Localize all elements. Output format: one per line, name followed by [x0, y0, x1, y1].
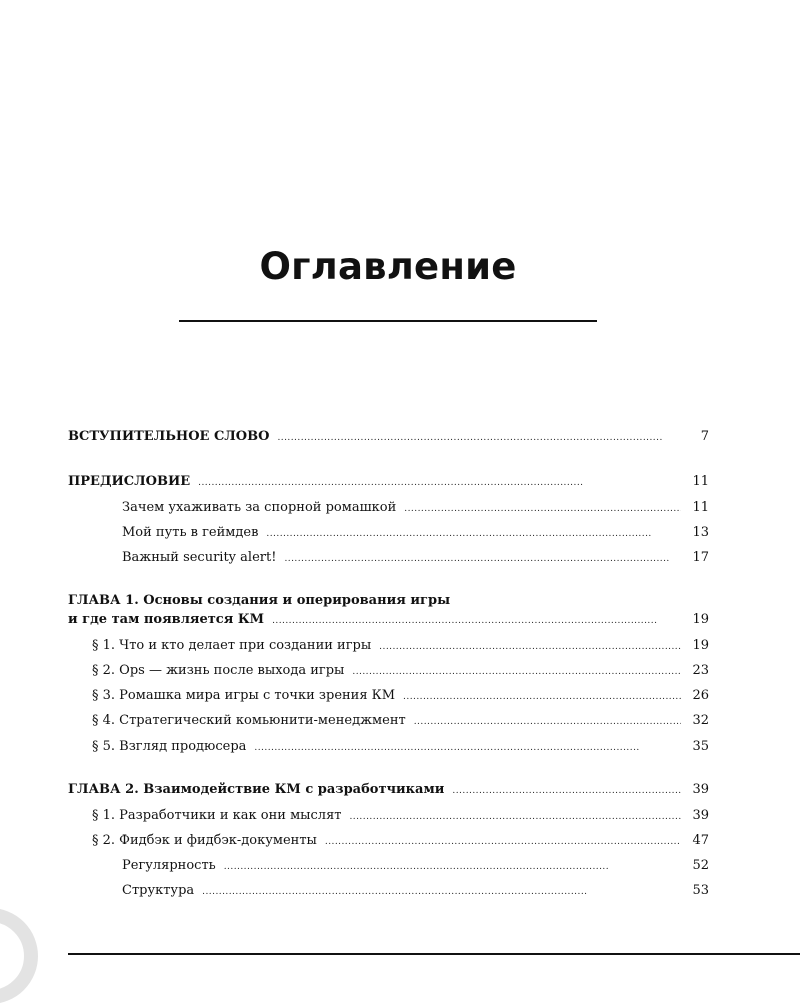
toc-page-number: 19	[692, 612, 709, 627]
toc-entry-chapter1[interactable]	[68, 611, 709, 630]
decorative-ring	[0, 908, 38, 1004]
toc-entry-chapter1-item[interactable]	[92, 712, 709, 731]
toc-page-number: 19	[692, 638, 709, 653]
dot-leader	[284, 549, 681, 568]
dot-leader	[349, 807, 681, 826]
toc-page-number: 32	[692, 713, 709, 728]
toc-entry-chapter2-item[interactable]	[92, 832, 709, 851]
dot-leader	[414, 712, 681, 731]
dot-leader	[277, 428, 681, 447]
toc-entry-label: ВСТУПИТЕЛЬНОЕ СЛОВО	[68, 429, 270, 444]
toc-entry-label: § 2. Фидбэк и фидбэк-документы	[92, 833, 317, 848]
dot-leader	[403, 687, 681, 706]
toc-chapter1-title-line1[interactable]: ГЛАВА 1. Основы создания и оперирования игры	[68, 593, 451, 608]
dot-leader	[404, 499, 681, 518]
toc-entry-preface-item[interactable]	[122, 524, 709, 543]
title-underline	[179, 320, 597, 322]
dot-leader	[198, 473, 681, 492]
toc-entry-chapter1-item[interactable]	[92, 687, 709, 706]
toc-page-number: 23	[692, 663, 709, 678]
footer-rule	[68, 953, 800, 955]
toc-entry-label: § 1. Что и кто делает при создании игры	[92, 638, 372, 653]
dot-leader	[266, 524, 681, 543]
toc-page-number: 35	[692, 739, 709, 754]
toc-page-number: 13	[692, 525, 709, 540]
dot-leader	[452, 781, 681, 800]
toc-page-number: 39	[692, 782, 709, 797]
toc-entry-preface-item[interactable]	[122, 499, 709, 518]
toc-entry-preface[interactable]	[68, 473, 709, 492]
page-title: Оглавление	[259, 245, 517, 288]
dot-leader	[254, 738, 681, 757]
toc-entry-label: и где там появляется КМ	[68, 612, 265, 627]
toc-entry-preface-item[interactable]	[122, 549, 709, 568]
toc-entry-chapter2-subitem[interactable]	[122, 882, 709, 901]
toc-entry-chapter2-item[interactable]	[92, 807, 709, 826]
toc-entry-label: § 2. Ops — жизнь после выхода игры	[92, 663, 345, 678]
dot-leader	[379, 637, 681, 656]
dot-leader	[202, 882, 681, 901]
toc-page-number: 26	[692, 688, 709, 703]
dot-leader	[352, 662, 681, 681]
toc-page-number: 52	[692, 858, 709, 873]
dot-leader	[325, 832, 681, 851]
toc-entry-chapter1-item[interactable]	[92, 637, 709, 656]
toc-entry-intro[interactable]	[68, 428, 709, 447]
toc-entry-label: § 3. Ромашка мира игры с точки зрения КМ	[92, 688, 396, 703]
toc-entry-label: Зачем ухаживать за спорной ромашкой	[122, 500, 397, 515]
toc-page-number: 39	[692, 808, 709, 823]
toc-entry-label: Важный security alert!	[122, 550, 277, 565]
toc-entry-label: § 5. Взгляд продюсера	[92, 739, 247, 754]
dot-leader	[224, 857, 681, 876]
toc-entry-chapter2-subitem[interactable]	[122, 857, 709, 876]
toc-entry-label: § 1. Разработчики и как они мыслят	[92, 808, 342, 823]
toc-entry-label: Структура	[122, 883, 195, 898]
toc-entry-label: § 4. Стратегический комьюнити-менеджмент	[92, 713, 406, 728]
toc-entry-label: Регулярность	[122, 858, 216, 873]
toc-page-number: 53	[692, 883, 709, 898]
toc-entry-label: Мой путь в геймдев	[122, 525, 259, 540]
toc-page-number: 11	[692, 474, 709, 489]
toc-page-number: 17	[692, 550, 709, 565]
toc-page-number: 11	[692, 500, 709, 515]
toc-page-number: 47	[692, 833, 709, 848]
dot-leader	[272, 611, 681, 630]
toc-page-number: 7	[700, 429, 709, 444]
toc-entry-chapter1-item[interactable]	[92, 738, 709, 757]
toc-entry-label: ПРЕДИСЛОВИЕ	[68, 474, 191, 489]
toc-entry-label: ГЛАВА 2. Взаимодействие КМ с разработчиками	[68, 782, 445, 797]
toc-entry-chapter2[interactable]	[68, 781, 709, 800]
toc-entry-chapter1-item[interactable]	[92, 662, 709, 681]
